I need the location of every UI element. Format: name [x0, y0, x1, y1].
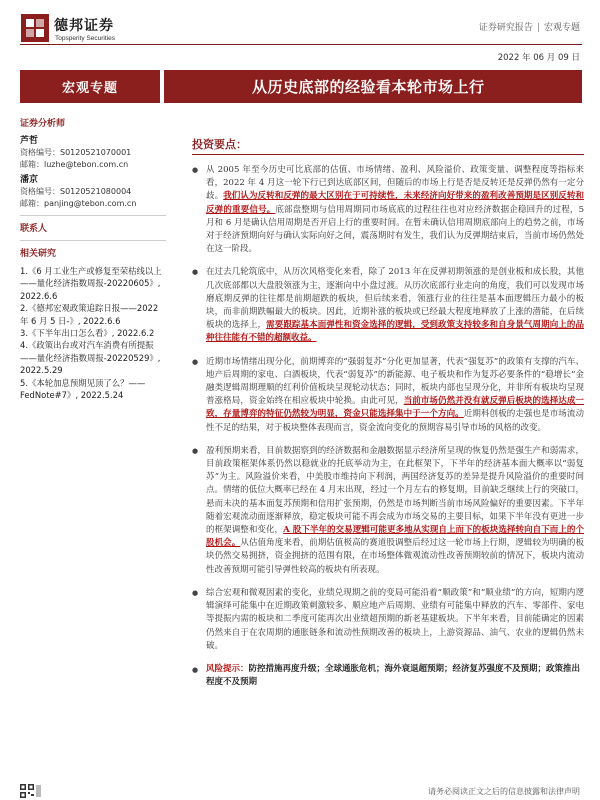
sidebar-divider: [20, 215, 166, 216]
highlight-paragraph: [192, 445, 584, 577]
paragraph-text: 近期市场情绪出现分化，前期博弈的“强弱复苏”分化更加显著，代表“强复苏”的政策有支撑的汽车、地产后周期的家电、白酒板块，代表“弱复苏”的新能源、电子板块和作为复苏必要条件的“稳增长”金融类逻辑周期理顺的红利价值板块呈现轮动状态；同时，板块内部也呈现分化，并非所有板块均呈现普涨格局，资金始终在相应板块中轮换。由此可见，: [206, 356, 584, 407]
related-research-item[interactable]: 2.《德邦宏观政策追踪日报——2022 年 6 月 5 日-》, 2022.6.6: [20, 303, 159, 326]
company-logo-icon: [21, 14, 49, 42]
related-research-item[interactable]: 1.《6 月工业生产或修复至荣枯线以上——量化经济指数周报-20220605》, 2022.6.6: [20, 266, 162, 301]
analyst-email[interactable]: 邮箱：panjing@tebon.com.cn: [20, 199, 137, 208]
paragraph-emphasis: 我们认为反转和反弹的最大区别在于可持续性，未来经济向好带来的盈利改善预期是区别反转和反弹的重要信号。: [206, 191, 584, 215]
header-divider: [20, 44, 582, 45]
analyst-cert: 资格编号：S0120521080004: [20, 187, 132, 196]
paragraph-text: 盈利预期来看，目前数据察到的经济数据和金融数据显示经济所呈现的恢复仍然是强生产和弱需求，目前政策框架体系仍然以稳就业的托底举动为主，在此框架下，下半年的经济基本面大概率以“弱复苏”为主。风险溢价来看，中美股市维持向下利润，两国经济复苏的差异是提升风险溢价的重要时间点。情绪的低位大概率已经在 4 月末出现，经过一个月左右的修复期，目前缺乏继续上行的突破口，悬而未决的基本面复苏预期和信用扩张预期，仍然是市场判断当前市场风险偏好的重要因素。下半年随着宏观流动面逐渐释放，稳定板块可能不再会成为市场交易的主要目标，如果下半年没有更进一步的框架调整和变化，: [206, 445, 584, 536]
related-research-list: [20, 265, 166, 401]
paragraph-emphasis: 需要跟踪基本面弹性和资金选择的逻辑，受到政策支持较多和自身景气周期向上的品种往往能有不错的超额收益。: [206, 320, 584, 344]
analyst-email[interactable]: 邮箱：luzhe@tebon.com.cn: [20, 160, 129, 169]
paragraph-text: 综合宏观和微观因素的变化，业绩兑现期之前的变局可能沿着“顺政策”和“顺业绩”的方向，短期内逻辑演绎可能集中在近期政策刺激较多、顺应地产后周期、业绩有可能集中释放的汽车、零部件、家电等提振内需的板块和二季度可能再次出业绩超预期的新老基建板块。下半年来看，目前能确定的因素仍然来自于在农周期的通胀链条和流动性预期改善的板块上，上游资源品、油气、农业的逻辑仍然未破。: [206, 587, 584, 651]
related-section-heading: 相关研究: [20, 249, 57, 259]
risk-label: 风险提示：: [206, 663, 249, 674]
paragraph-emphasis: 当前市场仍然并没有就反弹后板块的选择达成一致，存量博弈的特征仍然较为明显，资金只能选择集中于一个方向。: [206, 396, 584, 420]
analyst-cert: 资格编号：S0120521070001: [20, 148, 132, 157]
footer-disclaimer: 请务必阅读正文之后的信息披露和法律声明: [428, 787, 580, 796]
paragraph-text: 底部盘整期与信用周期同市场底底的过程往往也对应经济数据企稳回升的过程，5 月和 6 月是确认信用周期是否开启上行的重要时间。在暂未确认信用周期底部向上的趋势之前，市场对于经济预期向好与确认实际向好之间，震荡期时有发生，我们认为反弹期结束后，当前市场仍然处在这一阶段。: [206, 204, 584, 255]
qr-code-icon: [20, 784, 42, 798]
analyst-card: [20, 174, 166, 210]
paragraph-text: 从 2005 年至今历史可比底部的估值、市场情绪、盈利、风险溢价、政策变量、调整程度等指标来看，2022 年 4 月这一轮下行已到达底部区间，但随后的市场上行是否是反转还是反弹仍然有一定分歧。: [206, 165, 584, 202]
report-title: 从历史底部的经验看本轮市场上行: [164, 70, 582, 103]
related-research-item[interactable]: 5.《本轮加息预期见顶了么？——FedNote#7》, 2022.5.24: [20, 377, 146, 401]
highlights-divider: [192, 154, 584, 155]
paragraph-text: 从估值角度来看，前期估值极高的赛道股调整后经过这一轮市场上行期，逻辑较为明确的板块仍然交易拥挤，资金拥挤的范围有限，在市场整体微观流动性改善预期较前的情况下，板块内流动性改善预期可能引导弹性较高的板块有所表现。: [206, 538, 584, 575]
report-category: 宏观专题: [543, 23, 580, 33]
report-type: 证券研究报告: [478, 23, 533, 33]
page-header: [0, 0, 600, 68]
paragraph-text: 近期科创板的走强也是市场流动性不足的结果，对于板块整体表现而言，资金流向变化的预期容易引导市场的风格的改变。: [206, 409, 584, 433]
category-banner: 宏观专题: [20, 70, 160, 103]
sidebar: [20, 116, 166, 401]
sidebar-divider: [20, 240, 166, 241]
report-date: 2022 年 06 月 09 日: [497, 53, 580, 63]
contact-section-heading: 联系人: [20, 224, 48, 234]
highlights-heading: 投资要点：: [192, 138, 247, 151]
company-name-en: Topsperity Securities: [55, 35, 115, 42]
related-research-item[interactable]: 4.《政策出台或对汽车消费有所提振——量化经济指数周报-20220529》, 2022.5.29: [20, 340, 161, 376]
risk-warning: [192, 663, 584, 689]
report-type-label: 证券研究报告 | 宏观专题: [478, 23, 580, 33]
analyst-name: 芦哲: [20, 136, 39, 146]
paragraph-emphasis: A 股下半年的交易逻辑可能更多地从实现自上而下的板块选择转向自下而上的个股机会。: [206, 525, 584, 549]
highlight-paragraph: [192, 164, 584, 256]
analyst-card: [20, 135, 166, 171]
related-research-item[interactable]: 3.《下半年出口怎么看》, 2022.6.2: [20, 328, 155, 339]
highlight-paragraph: [192, 356, 584, 435]
highlight-paragraph: [192, 266, 584, 345]
investment-highlights: [192, 136, 584, 689]
highlight-paragraph: [192, 587, 584, 653]
paragraph-text: 在过去几轮筑底中，从历次风格变化来看，除了 2013 年在反弹初期领涨的是创业板和成长股，其他几次底部都以大盘股领涨为主，逐渐向中小盘过渡。从历次底部行业走向的角度，我们可以发现市场磨底期反弹的往往都是前期超跌的板块，但后续来看，领涨行业的往往是基本面逻辑压力最小的板块，而非前期跌幅最大的板块。因此，近期补涨的板块或已经最大程度地释放了上涨的潜能，在后续板块的选择上，: [206, 267, 584, 331]
analyst-name: 潘京: [20, 175, 39, 185]
risk-text: 防控措施再度升级；全球通胀危机；海外衰退超预期；经济复苏强度不及预期；政策推出程度不及预期: [206, 663, 581, 687]
analyst-section-heading: 证券分析师: [20, 119, 66, 129]
company-name: 德邦证券: [54, 18, 114, 34]
